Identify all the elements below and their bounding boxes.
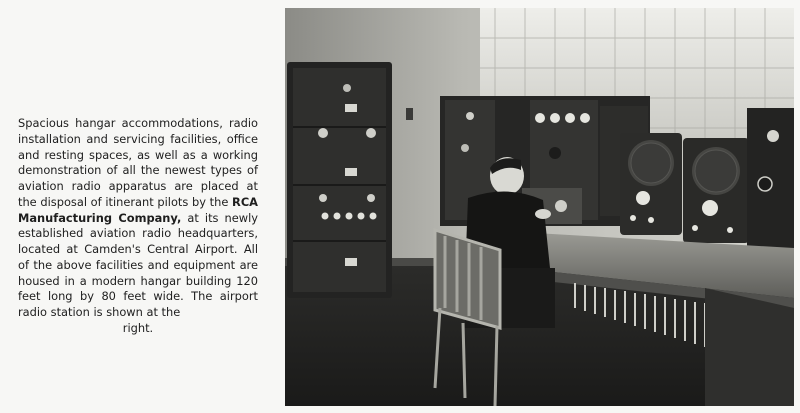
wall-switch <box>406 108 413 120</box>
transmitter-cabinet <box>287 62 392 298</box>
radio-station-illustration <box>285 8 794 406</box>
caption-part1: Spacious hangar accommodations, radio installation and servicing facilities, office and resting spaces, as well as a working demonstration of all the newest types of aviation radio apparatus are placed at the disposal of itinerant pilots by the <box>18 116 258 209</box>
caption-text <box>18 116 258 337</box>
radio-station-photo <box>285 8 794 406</box>
caption-last-line: right. <box>122 320 154 335</box>
caption-part2: at its newly established aviation radio headquarters, located at Camden's Central Airport. All of the above facilities and equipment are housed in a modern hangar building 120 feet long by 80 feet wide. The airport radio station is shown at the <box>18 210 258 319</box>
caption-company-name: RCA Manufacturing Company, <box>18 194 258 225</box>
speaker-left <box>620 133 682 235</box>
foreground-chair <box>705 288 794 406</box>
speaker-right <box>683 138 749 243</box>
